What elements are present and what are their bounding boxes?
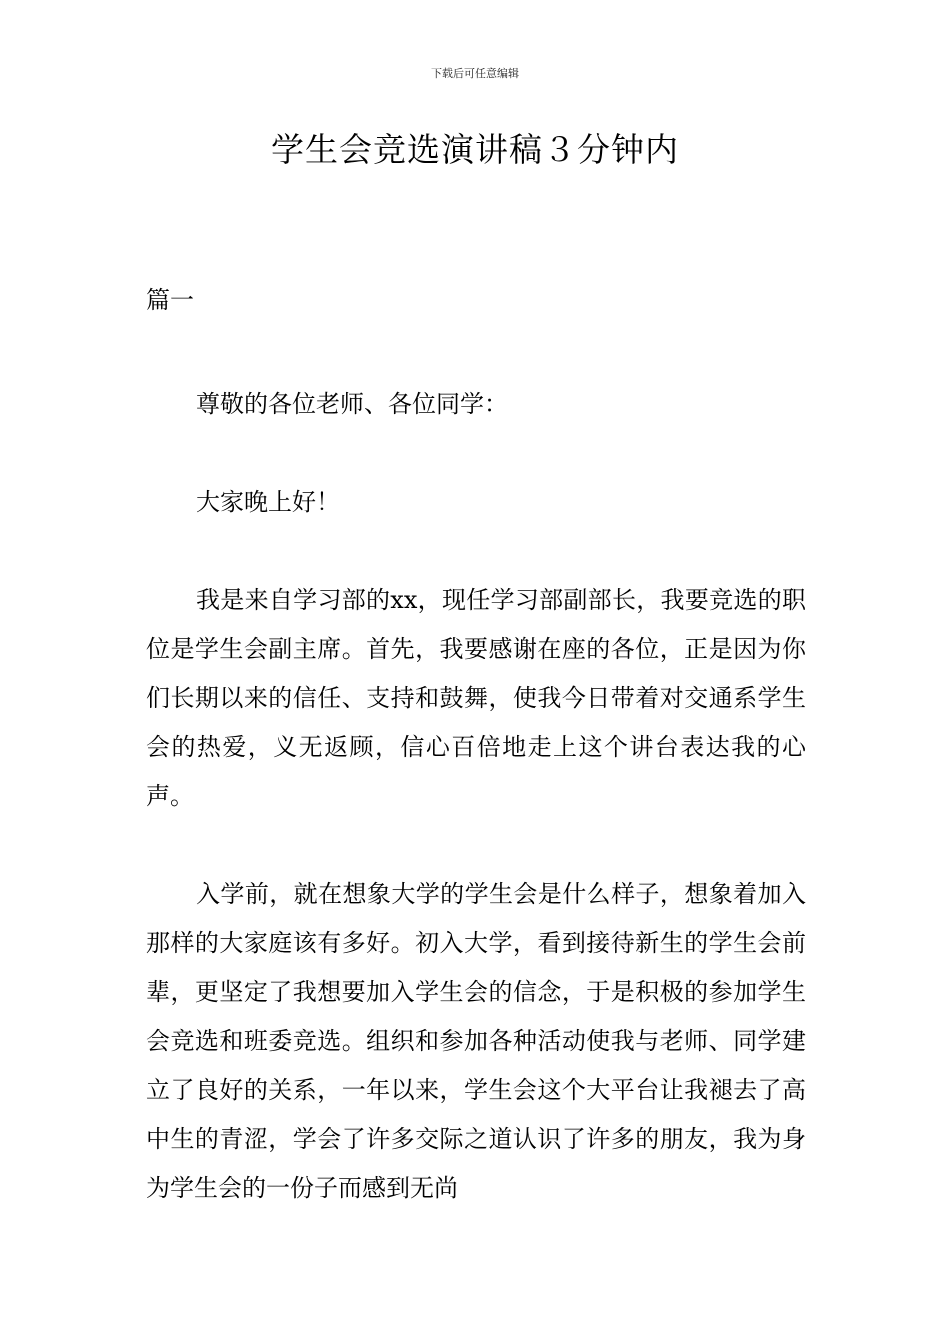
paragraph-greeting: 尊敬的各位老师、各位同学：: [196, 390, 508, 418]
document-title: 学生会竞选演讲稿３分钟内: [271, 130, 679, 169]
paragraph-experience: 入学前，就在想象大学的学生会是什么样子，想象着加入那样的大家庭该有多好。初入大学，看到接待新生的学生会前辈，更坚定了我想要加入学生会的信念，于是积极的参加学生会竞选和班委竞选。组织和参加各种活动使我与老师、同学建立了良好的关系，一年以来，学生会这个大平台让我褪去了高中生的青涩，学会了许多交际之道认识了许多的朋友，我为身为学生会的一份子而感到无尚: [146, 880, 806, 1202]
header-note: 下载后可任意编辑: [431, 67, 519, 80]
paragraph-self-introduction: 我是来自学习部的xx，现任学习部副部长，我要竞选的职位是学生会副主席。首先，我要感谢在座的各位，正是因为你们长期以来的信任、支持和鼓舞，使我今日带着对交通系学生会的热爱，义无返顾，信心百倍地走上这个讲台表达我的心声。: [146, 586, 806, 810]
paragraph-hello: 大家晚上好！: [196, 488, 340, 516]
section-label: 篇一: [146, 286, 194, 314]
